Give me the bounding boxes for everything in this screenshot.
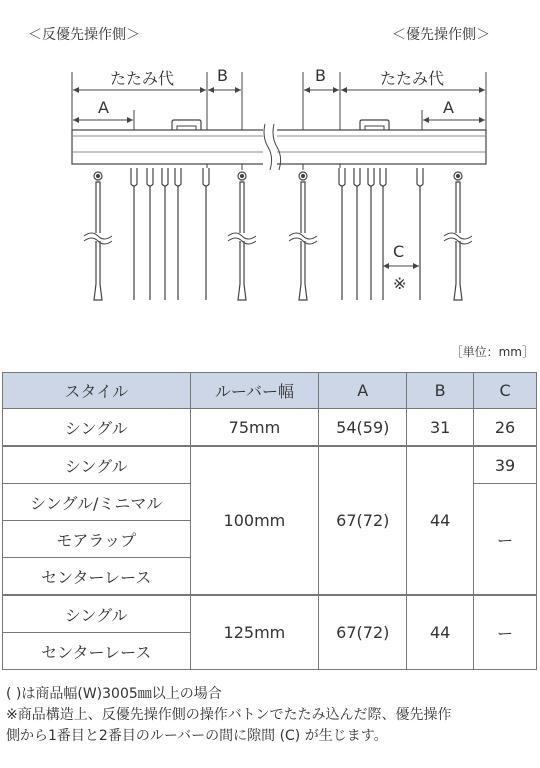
table-header-row (3, 373, 537, 409)
style-cell: シングル (3, 409, 191, 447)
unit-label: ［単位：mm］ (450, 345, 534, 359)
header-louver-width: ルーバー幅 (190, 373, 319, 409)
header-style: スタイル (3, 373, 191, 409)
batons (94, 172, 462, 300)
louvers (131, 168, 423, 300)
blind-rail-diagram (0, 0, 540, 340)
style-cell: センターレース (3, 558, 191, 596)
style-cell: シングル (3, 446, 191, 484)
footnote-3: 側から1番目と2番目のルーバーの間に隙間 (C) が生じます。 (6, 728, 388, 744)
footnote-1: ( )は商品幅(W)3005㎜以上の場合 (6, 686, 222, 702)
table-row (3, 446, 537, 484)
fold-allowance-right-label: たたみ代 (380, 69, 445, 88)
b-cell: 44 (407, 446, 474, 595)
table-row (3, 409, 537, 447)
a-cell: 54(59) (319, 409, 407, 447)
louver-cell: 100mm (190, 446, 319, 595)
b-cell: 31 (407, 409, 474, 447)
header-c: C (474, 373, 537, 409)
c-cell: ー (474, 595, 537, 670)
style-cell: シングル/ミニマル (3, 484, 191, 521)
footnote-2: ※商品構造上、反優先操作側の操作バトンでたたみ込んだ際、優先操作 (6, 707, 452, 723)
header-b: B (407, 373, 474, 409)
c-cell: 39 (474, 446, 537, 484)
dim-a-right-label: A (443, 98, 454, 117)
a-cell: 67(72) (319, 446, 407, 595)
spec-table (2, 372, 537, 670)
louver-cell: 75mm (190, 409, 319, 447)
c-cell: 26 (474, 409, 537, 447)
left-side-title: ＜反優先操作側＞ (28, 27, 140, 43)
a-cell: 67(72) (319, 595, 407, 670)
style-cell: センターレース (3, 633, 191, 670)
note-mark: ※ (393, 274, 407, 293)
c-cell: ー (474, 484, 537, 596)
table-row (3, 595, 537, 633)
style-cell: シングル (3, 595, 191, 633)
fold-allowance-left-label: たたみ代 (110, 69, 175, 88)
dim-b-left-label: B (217, 66, 228, 85)
dim-c-label: C (393, 242, 405, 261)
dim-a-left-label: A (98, 98, 109, 117)
style-cell: モアラップ (3, 521, 191, 558)
b-cell: 44 (407, 595, 474, 670)
dim-b-right-label: B (315, 66, 326, 85)
right-side-title: ＜優先操作側＞ (392, 27, 490, 43)
baton-break-marks (84, 233, 472, 244)
louver-cell: 125mm (190, 595, 319, 670)
header-a: A (319, 373, 407, 409)
footnotes (6, 684, 536, 747)
